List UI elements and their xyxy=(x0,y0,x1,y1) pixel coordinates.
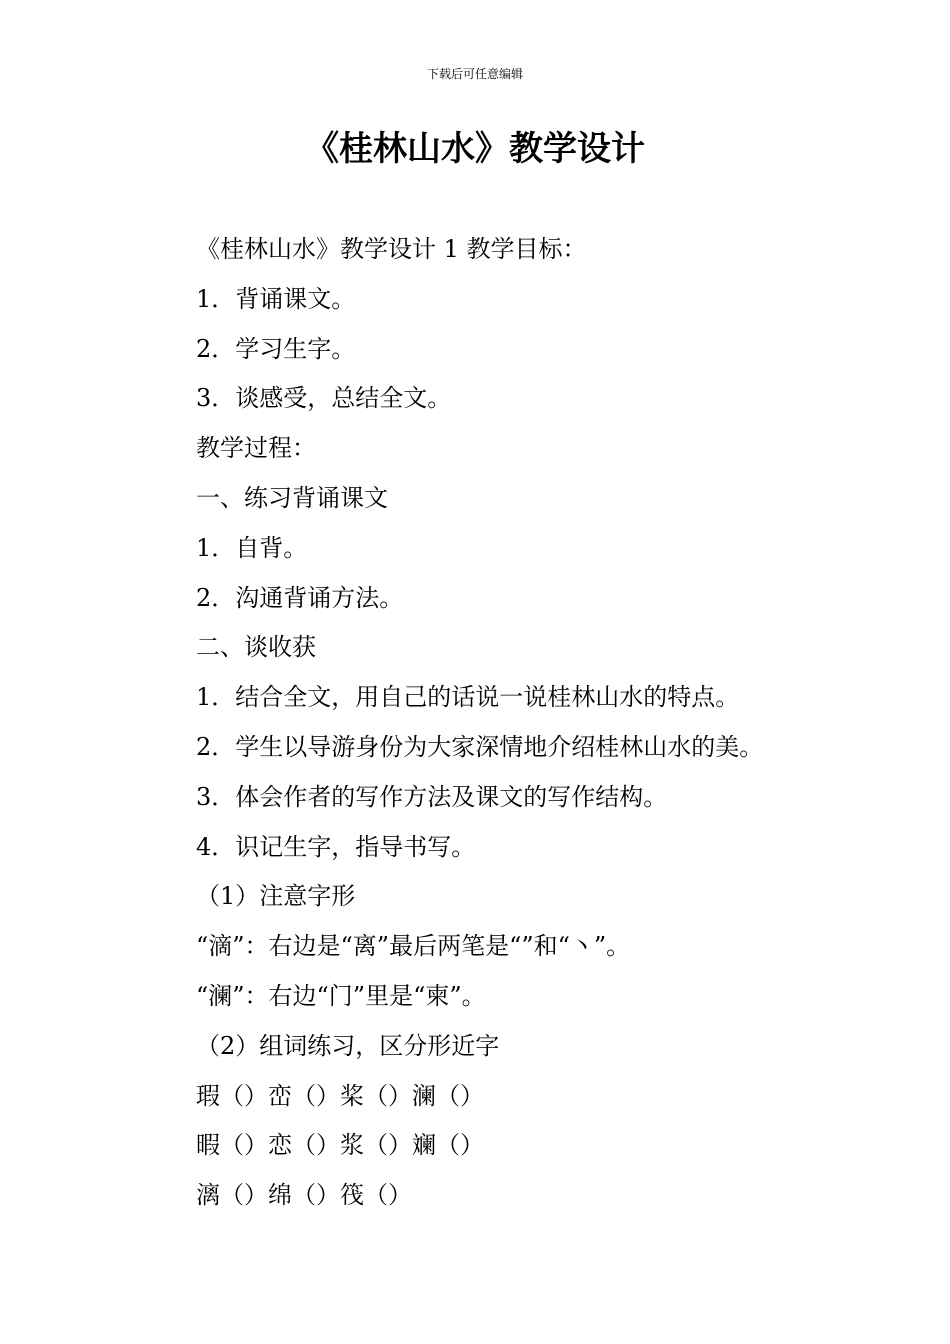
paragraph-line: 一、练习背诵课文 xyxy=(196,483,388,512)
paragraph-line: 2．沟通背诵方法。 xyxy=(196,583,404,612)
paragraph-line: “滴”：右边是“离”最后两笔是“”和“丶”。 xyxy=(196,932,631,961)
paragraph-line: 1．结合全文，用自己的话说一说桂林山水的特点。 xyxy=(196,683,740,712)
paragraph-line: 2．学习生字。 xyxy=(196,334,356,363)
paragraph-line: 暇（）恋（）浆（）斓（） xyxy=(196,1131,484,1160)
page-title: 《桂林山水》教学设计 xyxy=(305,129,645,169)
paragraph-line: 二、谈收获 xyxy=(196,633,316,662)
paragraph-line: （1）注意字形 xyxy=(196,882,356,911)
paragraph-line: 2．学生以导游身份为大家深情地介绍桂林山水的美。 xyxy=(196,732,764,761)
paragraph-line: 1．背诵课文。 xyxy=(196,284,356,313)
paragraph-line: 3．体会作者的写作方法及课文的写作结构。 xyxy=(196,782,668,811)
paragraph-line: （2）组词练习，区分形近字 xyxy=(196,1031,500,1060)
header-note: 下载后可任意编辑 xyxy=(426,67,523,81)
paragraph-line: 4．识记生字，指导书写。 xyxy=(196,832,476,861)
paragraph-line: 瑕（）峦（）桨（）澜（） xyxy=(196,1081,484,1110)
paragraph-line: 教学过程： xyxy=(196,434,316,463)
paragraph-line: “澜”：右边“门”里是“柬”。 xyxy=(196,981,486,1010)
paragraph-line: 漓（）绵（）筏（） xyxy=(196,1181,412,1210)
document-body xyxy=(196,229,916,1225)
paragraph-line: 3．谈感受，总结全文。 xyxy=(196,384,452,413)
paragraph-line: 1．自背。 xyxy=(196,533,308,562)
paragraph-line: 《桂林山水》教学设计 1 教学目标： xyxy=(196,235,587,263)
